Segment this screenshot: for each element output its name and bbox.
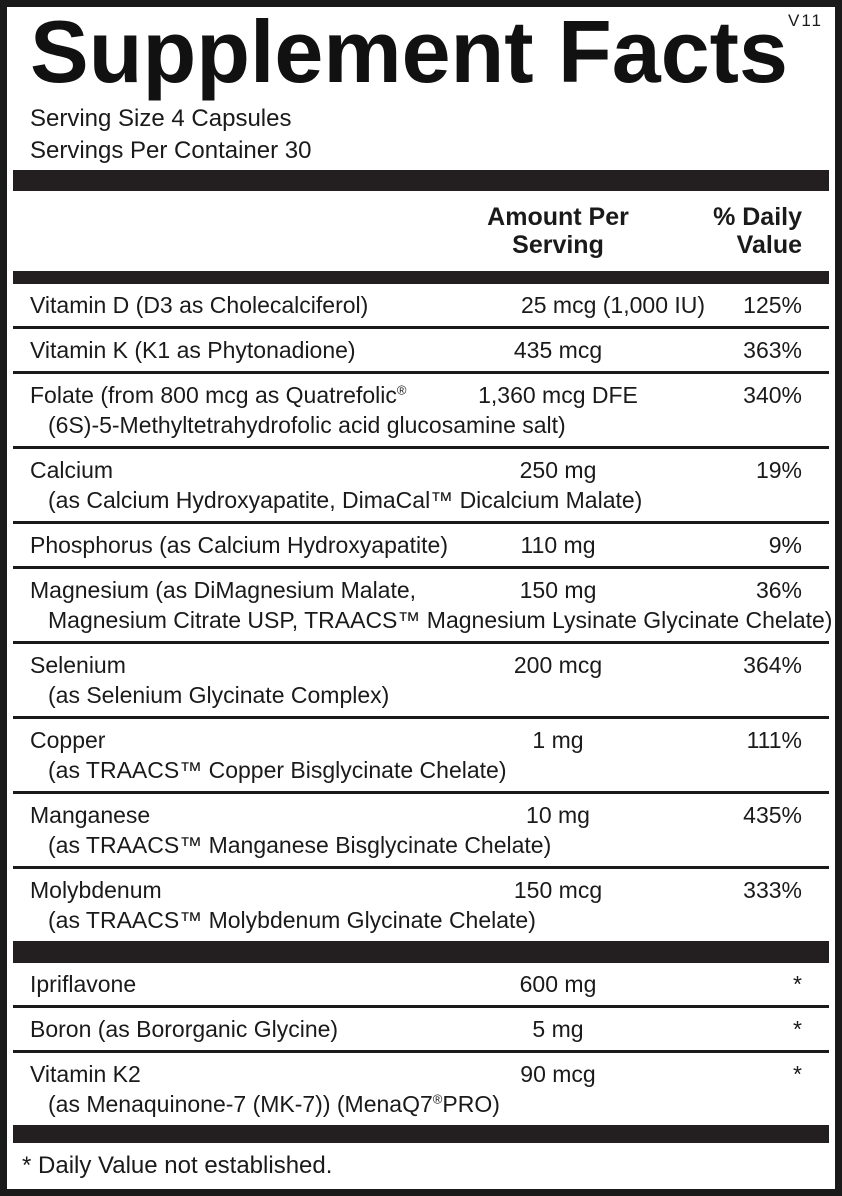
servings-per-container: Servings Per Container 30 <box>30 137 312 164</box>
daily-value: 19% <box>755 457 802 483</box>
nutrient-name: Magnesium (as DiMagnesium Malate, <box>30 577 417 603</box>
nutrient-detail: (as TRAACS™ Molybdenum Glycinate Chelate) <box>48 907 536 933</box>
nutrient-row-molybdenum <box>7 869 835 941</box>
daily-value: 125% <box>743 292 802 318</box>
nutrient-name: Copper <box>30 727 106 753</box>
amount-value: 90 mcg <box>520 1061 596 1087</box>
nutrient-row-boron <box>7 1008 835 1050</box>
nutrient-row-phosphorus <box>7 524 835 566</box>
divider-bar-under-header <box>13 271 829 284</box>
daily-value: 340% <box>743 382 802 408</box>
daily-value: 435% <box>743 802 802 828</box>
nutrient-name: Manganese <box>30 802 151 828</box>
version-tag: V11 <box>788 11 823 30</box>
nutrient-name: Vitamin K (K1 as Phytonadione) <box>30 337 356 363</box>
nutrient-name: Molybdenum <box>30 877 162 903</box>
nutrient-detail: (as TRAACS™ Manganese Bisglycinate Chelate) <box>48 832 552 858</box>
amount-value: 200 mcg <box>513 652 603 678</box>
amount-value: 1,360 mcg DFE <box>478 382 638 408</box>
amount-value: 435 mcg <box>513 337 603 363</box>
daily-value: 333% <box>743 877 802 903</box>
nutrient-row-manganese <box>7 794 835 866</box>
daily-value: 36% <box>755 577 802 603</box>
nutrient-row-magnesium <box>7 569 835 641</box>
page-title: Supplement Facts <box>30 2 788 101</box>
nutrient-row-folate <box>7 374 835 446</box>
amount-value: 600 mg <box>519 971 597 997</box>
registered-trademark-symbol: ® <box>432 1091 443 1107</box>
amount-value: 150 mcg <box>513 877 603 903</box>
daily-value: 364% <box>743 652 802 678</box>
nutrient-row-calcium <box>7 449 835 521</box>
registered-trademark-symbol: ® <box>396 382 407 398</box>
amount-value: 10 mg <box>526 802 590 828</box>
nutrient-name: Vitamin K2 <box>30 1061 141 1087</box>
nutrient-row-vitamin-d <box>7 284 835 326</box>
nutrient-name: Ipriflavone <box>30 971 137 997</box>
nutrient-row-ipriflavone <box>7 963 835 1005</box>
serving-info <box>30 103 835 167</box>
nutrient-detail: (6S)-5-Methyltetrahydrofolic acid glucosamine salt) <box>48 412 566 438</box>
footnote: * Daily Value not established. <box>22 1152 333 1179</box>
nutrient-name: Selenium <box>30 652 126 678</box>
daily-value: * <box>793 1061 802 1087</box>
nutrient-name: Phosphorus (as Calcium Hydroxyapatite) <box>30 532 449 558</box>
nutrient-name: Vitamin D (D3 as Cholecalciferol) <box>30 292 369 318</box>
nutrient-detail: (as Menaquinone-7 (MK-7)) (MenaQ7®PRO) <box>48 1091 500 1117</box>
daily-value: 111% <box>746 727 802 753</box>
column-header-row <box>7 191 835 271</box>
other-ingredients-table <box>7 963 835 1125</box>
nutrient-detail: (as TRAACS™ Copper Bisglycinate Chelate) <box>48 757 507 783</box>
daily-value: * <box>793 971 802 997</box>
column-header-daily-value: % Daily Value <box>713 203 802 259</box>
column-header-amount: Amount Per Serving <box>487 203 629 259</box>
nutrient-detail: (as Calcium Hydroxyapatite, DimaCal™ Dicalcium Malate) <box>48 487 643 513</box>
amount-value: 25 mcg (1,000 IU) <box>520 292 706 318</box>
nutrient-row-vitamin-k <box>7 329 835 371</box>
divider-bar-top <box>13 170 829 191</box>
nutrient-row-vitamin-k2 <box>7 1053 835 1125</box>
divider-bar-section <box>13 941 829 963</box>
daily-value: * <box>793 1016 802 1042</box>
nutrient-name: Folate (from 800 mcg as Quatrefolic® <box>30 382 407 408</box>
daily-value: 9% <box>768 532 802 558</box>
daily-value: 363% <box>743 337 802 363</box>
amount-value: 5 mg <box>532 1016 584 1042</box>
serving-size: Serving Size 4 Capsules <box>30 105 292 132</box>
amount-value: 1 mg <box>532 727 584 753</box>
nutrient-row-copper <box>7 719 835 791</box>
amount-value: 110 mg <box>520 532 596 558</box>
main-nutrient-table <box>7 284 835 941</box>
nutrient-detail: (as Selenium Glycinate Complex) <box>48 682 390 708</box>
nutrient-row-selenium <box>7 644 835 716</box>
amount-value: 250 mg <box>519 457 597 483</box>
divider-bar-bottom <box>13 1125 829 1143</box>
nutrient-name: Calcium <box>30 457 114 483</box>
nutrient-detail: Magnesium Citrate USP, TRAACS™ Magnesium Lysinate Glycinate Chelate) <box>48 607 833 633</box>
nutrient-name: Boron (as Bororganic Glycine) <box>30 1016 339 1042</box>
amount-value: 150 mg <box>519 577 597 603</box>
